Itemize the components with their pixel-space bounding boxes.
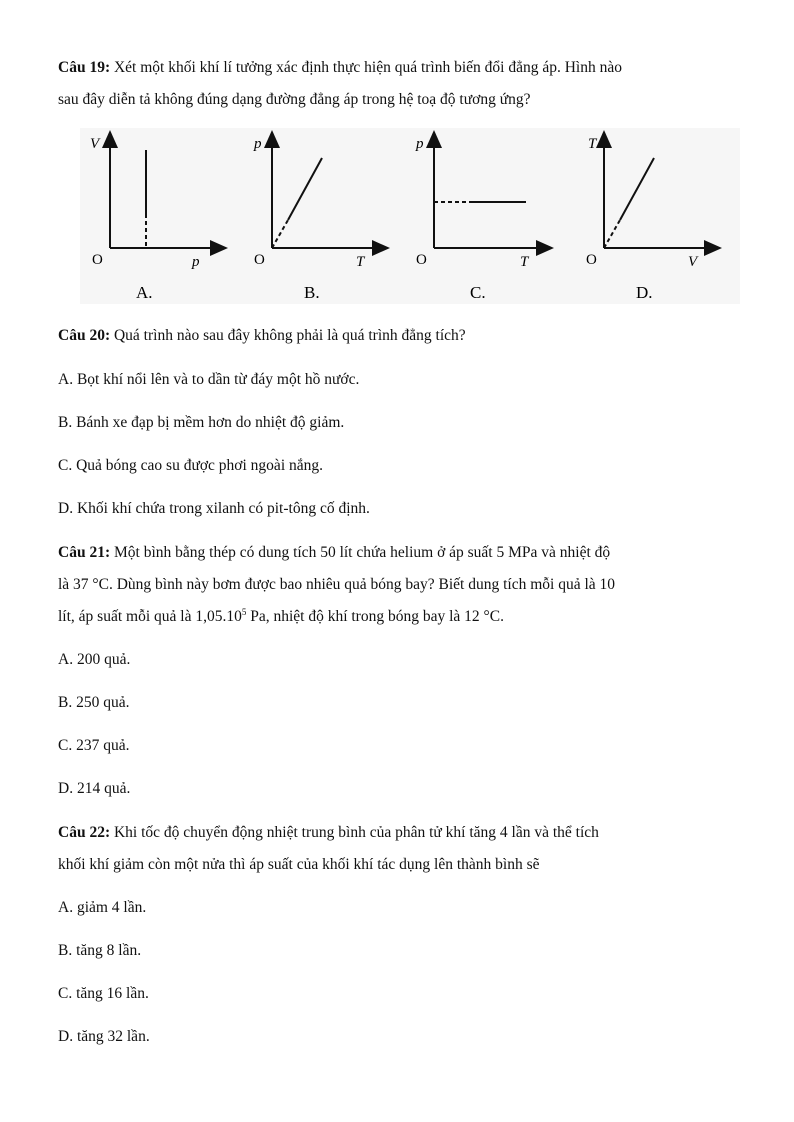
figure-c-y-label: p (416, 136, 424, 152)
figure-c-x-label: T (520, 254, 529, 270)
q22-option-a: A. giảm 4 lần. (58, 899, 147, 916)
figure-a-origin: O (92, 252, 103, 268)
figure-d-letter: D. (636, 283, 653, 302)
q21-option-a: A. 200 quả. (58, 651, 131, 668)
figure-d-y-label: T (588, 136, 597, 152)
figure-b-graph (253, 136, 382, 302)
figure-b-solid-line (288, 158, 322, 220)
q21-text-3a: lít, áp suất mỗi quả là 1,05.10 (58, 608, 242, 625)
figure-d-dashed-line (604, 220, 620, 248)
figure-b-dashed-line (272, 220, 288, 248)
q22-number: Câu 22: (58, 824, 111, 841)
q22-option-c: C. tăng 16 lần. (58, 985, 149, 1002)
figure-a-x-label: p (192, 254, 200, 270)
q19-figures (80, 128, 740, 304)
figure-a-y-label: V (90, 136, 100, 152)
q21-line-2: là 37 °C. Dùng bình này bơm được bao nhiêu quả bóng bay? Biết dung tích mỗi quả là 10 (58, 576, 616, 593)
q22-line-1 (58, 823, 599, 843)
q19-line-2: sau đây diễn tả không đúng dạng đường đẳng áp trong hệ toạ độ tương ứng? (58, 91, 531, 108)
figure-c-letter: C. (470, 283, 486, 302)
q22-line-2: khối khí giảm còn một nửa thì áp suất của khối khí tác dụng lên thành bình sẽ (58, 856, 540, 873)
figure-d-origin: O (586, 252, 597, 268)
figure-d-graph (586, 136, 714, 302)
q19-text-1: Xét một khối khí lí tưởng xác định thực hiện quá trình biến đổi đẳng áp. Hình nào (110, 59, 622, 76)
q21-line-1 (58, 543, 610, 563)
figure-b-origin: O (254, 252, 265, 268)
q21-option-c: C. 237 quả. (58, 737, 130, 754)
q20-number: Câu 20: (58, 327, 111, 344)
figure-b-y-label: p (254, 136, 262, 152)
q20-line (58, 326, 466, 346)
q20-text: Quá trình nào sau đây không phải là quá trình đẳng tích? (110, 327, 466, 344)
q19-line-1 (58, 58, 622, 78)
figure-b-letter: B. (304, 283, 320, 302)
q22-text-1: Khi tốc độ chuyển động nhiệt trung bình của phân tử khí tăng 4 lần và thể tích (110, 824, 599, 841)
q21-option-b: B. 250 quả. (58, 694, 130, 711)
figure-d-solid-line (620, 158, 654, 220)
q21-exponent: 5 (241, 607, 247, 617)
q21-text-1: Một bình bằng thép có dung tích 50 lít chứa helium ở áp suất 5 MPa và nhiệt độ (110, 544, 611, 561)
q21-number: Câu 21: (58, 544, 111, 561)
q19-graphs-svg (80, 128, 740, 304)
figure-c-origin: O (416, 252, 427, 268)
q19-number: Câu 19: (58, 59, 111, 76)
figure-a-graph (90, 136, 220, 302)
q21-option-d: D. 214 quả. (58, 780, 131, 797)
q20-option-c: C. Quả bóng cao su được phơi ngoài nắng. (58, 457, 323, 474)
figure-d-x-label: V (688, 254, 698, 270)
q22-option-b: B. tăng 8 lần. (58, 942, 142, 959)
figure-a-letter: A. (136, 283, 153, 302)
q21-text-3b: Pa, nhiệt độ khí trong bóng bay là 12 °C. (246, 608, 504, 625)
q20-option-a: A. Bọt khí nổi lên và to dần từ đáy một hồ nước. (58, 371, 360, 388)
q20-option-d: D. Khối khí chứa trong xilanh có pit-tông cố định. (58, 500, 370, 517)
q22-option-d: D. tăng 32 lần. (58, 1028, 150, 1045)
q21-line-3 (58, 607, 504, 627)
figure-c-graph (415, 136, 546, 302)
figure-b-x-label: T (356, 254, 365, 270)
q20-option-b: B. Bánh xe đạp bị mềm hơn do nhiệt độ giảm. (58, 414, 345, 431)
